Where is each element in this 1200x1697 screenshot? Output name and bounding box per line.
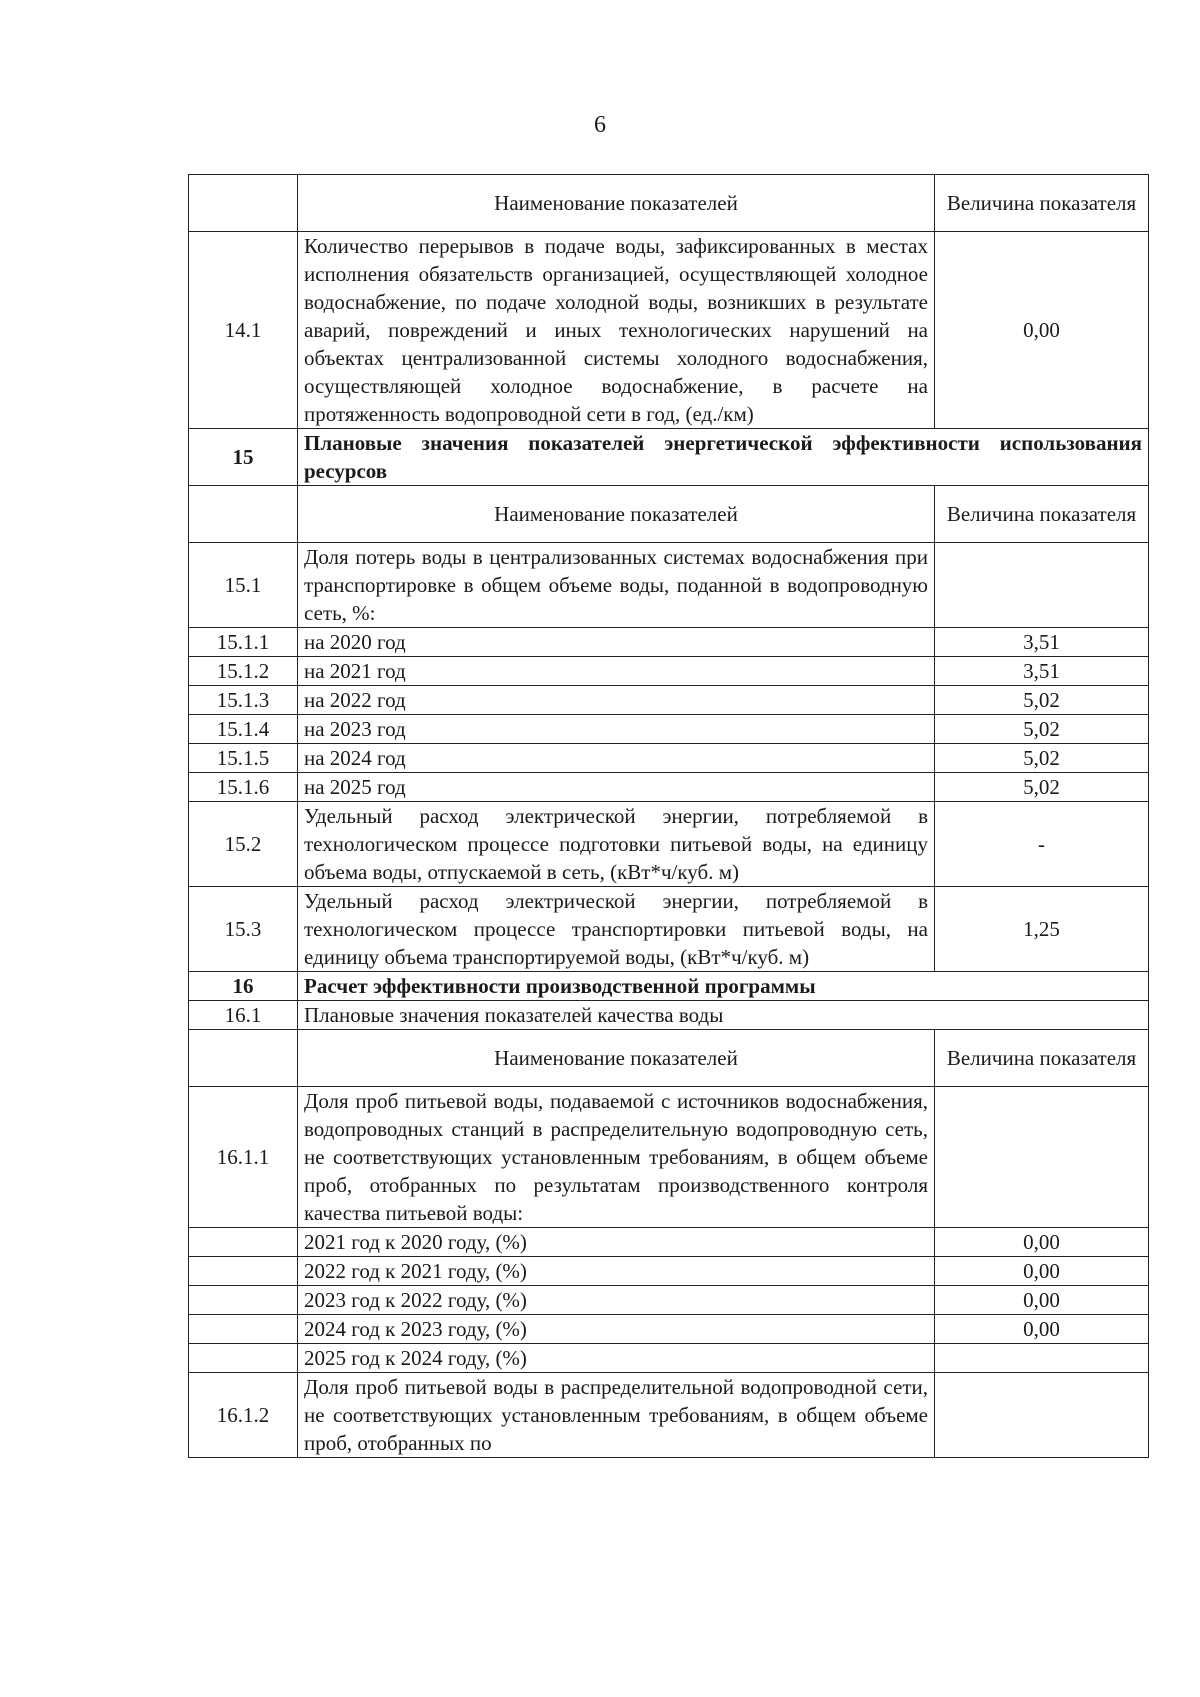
indicator-name: Удельный расход электрической энергии, потребляемой в технологическом процессе подготовки питьевой воды, на единицу объема воды, отпускаемой в сеть, (кВт*ч/куб. м) — [298, 802, 935, 887]
row-number: 15.1.1 — [189, 628, 298, 657]
indicator-value: 3,51 — [935, 628, 1149, 657]
table-row — [189, 543, 1149, 628]
section-number: 15 — [189, 429, 298, 486]
indicator-value: 0,00 — [935, 232, 1149, 429]
table-row — [189, 686, 1149, 715]
page-number: 6 — [594, 112, 606, 138]
row-number — [189, 1257, 298, 1286]
row-number-cell — [189, 1030, 298, 1087]
indicator-value — [935, 1087, 1149, 1228]
column-header-name: Наименование показателей — [298, 486, 935, 543]
section-number: 16.1 — [189, 1001, 298, 1030]
row-number: 15.1.3 — [189, 686, 298, 715]
indicator-name: 2022 год к 2021 году, (%) — [298, 1257, 935, 1286]
indicator-name: Доля проб питьевой воды, подаваемой с источников водоснабжения, водопроводных станций в распределительную водопроводную сеть, не соответствующих установленным требованиям, в общем объеме проб, отобранных по результатам производственного контроля качества питьевой воды: — [298, 1087, 935, 1228]
indicator-name: на 2020 год — [298, 628, 935, 657]
indicator-name: на 2023 год — [298, 715, 935, 744]
indicator-name: Доля потерь воды в централизованных системах водоснабжения при транспортировке в общем объеме воды, поданной в водопроводную сеть, %: — [298, 543, 935, 628]
row-number: 15.1.2 — [189, 657, 298, 686]
indicator-value: 1,25 — [935, 887, 1149, 972]
indicator-value: 5,02 — [935, 686, 1149, 715]
indicators-table — [188, 174, 1149, 1458]
indicator-name: на 2025 год — [298, 773, 935, 802]
row-number: 15.1.6 — [189, 773, 298, 802]
table-row — [189, 1373, 1149, 1458]
table-row — [189, 1344, 1149, 1373]
table-row — [189, 1087, 1149, 1228]
indicator-name: на 2022 год — [298, 686, 935, 715]
section-title: Расчет эффективности производственной программы — [298, 972, 1149, 1001]
column-header-value: Величина показателя — [935, 175, 1149, 232]
table-row — [189, 175, 1149, 232]
row-number: 16.1.2 — [189, 1373, 298, 1458]
row-number-cell — [189, 486, 298, 543]
table-row — [189, 486, 1149, 543]
table-row — [189, 802, 1149, 887]
indicator-name: Количество перерывов в подаче воды, зафиксированных в местах исполнения обязательств организацией, осуществляющей холодное водоснабжение, по подаче холодной воды, возникших в результате аварий, повреждений и иных технологических нарушений на объектах централизованной системы холодного водоснабжения, осуществляющей холодное водоснабжение, в расчете на протяженность водопроводной сети в год, (ед./км) — [298, 232, 935, 429]
table-row — [189, 1001, 1149, 1030]
row-number: 16.1.1 — [189, 1087, 298, 1228]
row-number: 15.1.5 — [189, 744, 298, 773]
table-row — [189, 1286, 1149, 1315]
indicator-name: 2023 год к 2022 году, (%) — [298, 1286, 935, 1315]
indicator-value: 0,00 — [935, 1228, 1149, 1257]
indicator-value: 0,00 — [935, 1286, 1149, 1315]
row-number: 15.1 — [189, 543, 298, 628]
indicator-name: 2025 год к 2024 году, (%) — [298, 1344, 935, 1373]
indicator-value: 5,02 — [935, 744, 1149, 773]
row-number-cell — [189, 175, 298, 232]
row-number — [189, 1286, 298, 1315]
indicator-name: 2021 год к 2020 году, (%) — [298, 1228, 935, 1257]
column-header-value: Величина показателя — [935, 486, 1149, 543]
row-number: 15.2 — [189, 802, 298, 887]
indicator-value: - — [935, 802, 1149, 887]
indicators-table-body — [189, 175, 1149, 1458]
table-row — [189, 1228, 1149, 1257]
indicator-value: 0,00 — [935, 1315, 1149, 1344]
row-number: 15.3 — [189, 887, 298, 972]
indicator-value: 0,00 — [935, 1257, 1149, 1286]
indicator-name: Доля проб питьевой воды в распределительной водопроводной сети, не соответствующих установленным требованиям, в общем объеме проб, отобранных по — [298, 1373, 935, 1458]
indicator-name: 2024 год к 2023 году, (%) — [298, 1315, 935, 1344]
table-row — [189, 715, 1149, 744]
table-row — [189, 1315, 1149, 1344]
indicator-value — [935, 543, 1149, 628]
column-header-name: Наименование показателей — [298, 175, 935, 232]
section-title: Плановые значения показателей энергетической эффективности использования ресурсов — [298, 429, 1149, 486]
table-row — [189, 744, 1149, 773]
column-header-name: Наименование показателей — [298, 1030, 935, 1087]
indicator-value — [935, 1373, 1149, 1458]
section-number: 16 — [189, 972, 298, 1001]
indicator-name: на 2021 год — [298, 657, 935, 686]
row-number: 15.1.4 — [189, 715, 298, 744]
row-number — [189, 1228, 298, 1257]
table-row — [189, 628, 1149, 657]
table-row — [189, 429, 1149, 486]
indicator-name: Удельный расход электрической энергии, потребляемой в технологическом процессе транспортировки питьевой воды, на единицу объема транспортируемой воды, (кВт*ч/куб. м) — [298, 887, 935, 972]
table-row — [189, 657, 1149, 686]
row-number — [189, 1344, 298, 1373]
indicator-name: на 2024 год — [298, 744, 935, 773]
table-row — [189, 972, 1149, 1001]
column-header-value: Величина показателя — [935, 1030, 1149, 1087]
table-row — [189, 1030, 1149, 1087]
indicator-value: 5,02 — [935, 715, 1149, 744]
table-row — [189, 232, 1149, 429]
indicator-value: 5,02 — [935, 773, 1149, 802]
row-number — [189, 1315, 298, 1344]
table-row — [189, 1257, 1149, 1286]
table-row — [189, 887, 1149, 972]
section-title: Плановые значения показателей качества воды — [298, 1001, 1149, 1030]
row-number: 14.1 — [189, 232, 298, 429]
indicator-value — [935, 1344, 1149, 1373]
table-row — [189, 773, 1149, 802]
indicator-value: 3,51 — [935, 657, 1149, 686]
